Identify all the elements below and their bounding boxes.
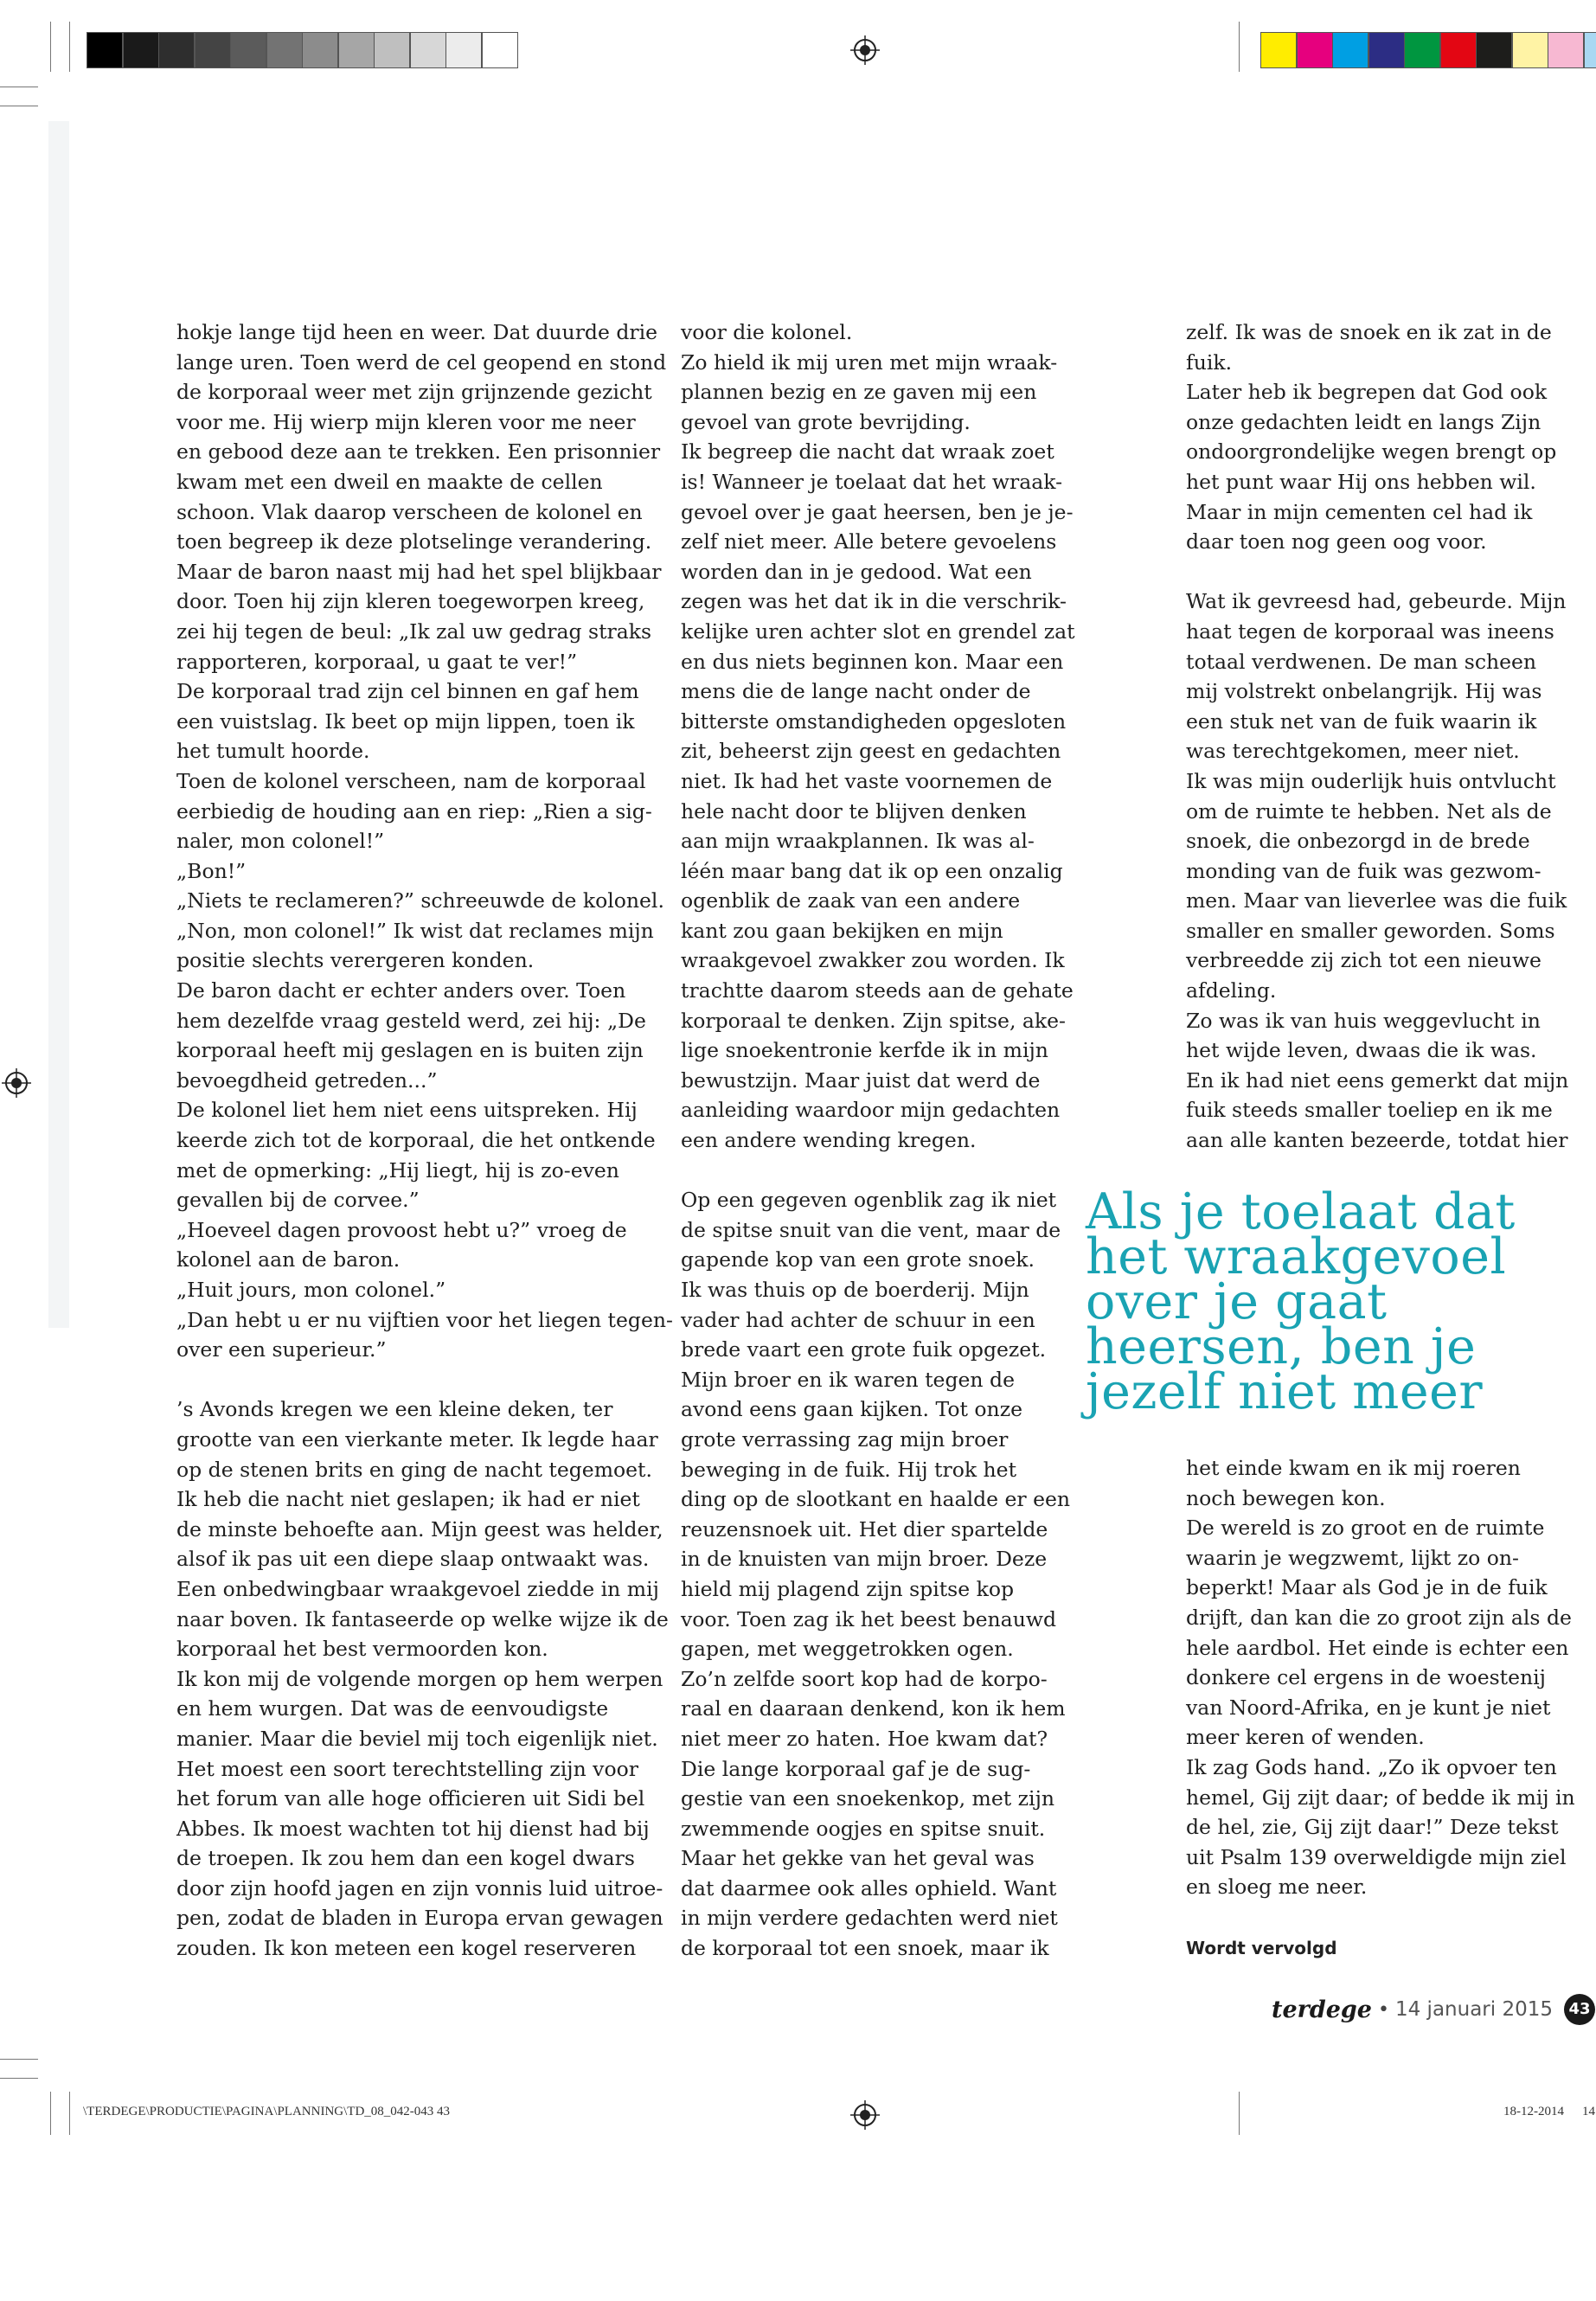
color-swatch	[1298, 33, 1332, 67]
pull-quote-line: het wraakgevoel	[1086, 1228, 1507, 1285]
text-line: meer keren of wenden.	[1186, 1725, 1425, 1750]
text-line: beperkt! Maar als God je in de fuik	[1186, 1575, 1548, 1600]
text-line: Het moest een soort terechtstelling zijn voor	[176, 1756, 638, 1781]
text-line: ding op de slootkant en haalde er een	[681, 1487, 1071, 1512]
text-line: zegen was het dat ik in die verschrik-	[681, 589, 1067, 614]
pull-quote-line: heersen, ben je	[1086, 1318, 1477, 1375]
text-line: trachtte daarom steeds aan de gehate	[681, 978, 1074, 1003]
text-line: Ik was thuis op de boerderij. Mijn	[681, 1278, 1029, 1302]
text-line: gapende kop van een grote snoek.	[681, 1247, 1035, 1272]
text-line: manier. Maar die beviel mij toch eigenlijk niet.	[176, 1726, 658, 1751]
text-line: smaller en smaller geworden. Soms	[1186, 918, 1555, 943]
text-line: de korporaal weer met zijn grijnzende gezicht	[176, 380, 652, 405]
registration-mark-icon	[850, 35, 880, 65]
text-line: lige snoekentronie kerfde ik in mijn	[681, 1038, 1048, 1063]
text-line: Toen de kolonel verscheen, nam de korporaal	[176, 768, 646, 793]
text-line: de spitse snuit van die vent, maar de	[681, 1217, 1061, 1242]
text-line: voor. Toen zag ik het beest benauwd	[681, 1606, 1056, 1631]
color-swatch	[1405, 33, 1439, 67]
text-line: door zijn hoofd jagen en zijn vonnis luid uitroe-	[176, 1875, 663, 1900]
text-line: de troepen. Ik zou hem dan een kogel dwars	[176, 1846, 635, 1871]
crop-mark	[69, 2092, 70, 2135]
margin-strip	[48, 121, 69, 1328]
text-line: zwemmende oogjes en spitse snuit.	[681, 1816, 1046, 1841]
text-line: Een onbedwingbaar wraakgevoel ziedde in mij	[176, 1576, 659, 1601]
text-line: in mijn verdere gedachten werd niet	[681, 1906, 1058, 1931]
text-line: fuik steeds smaller toeliep en ik me	[1186, 1098, 1553, 1123]
crop-mark	[0, 2059, 38, 2060]
text-line: „Bon!”	[176, 858, 247, 883]
text-line: „Huit jours, mon colonel.”	[176, 1278, 446, 1302]
text-line: keerde zich tot de korporaal, die het ontkende	[176, 1128, 656, 1153]
text-line: waarin je wegzwemt, lijkt zo on-	[1186, 1545, 1519, 1570]
text-line: bitterste omstandigheden opgesloten	[681, 708, 1067, 734]
text-line: naar boven. Ik fantaseerde op welke wijze ik de	[176, 1606, 669, 1631]
crop-mark	[1239, 22, 1240, 72]
text-line: aan alle kanten bezeerde, totdat hier	[1186, 1128, 1568, 1153]
text-line: gapen, met weggetrokken ogen.	[681, 1637, 1014, 1662]
text-line: om de ruimte te hebben. Net als de	[1186, 798, 1552, 824]
gray-swatch	[411, 33, 445, 67]
text-line: De kolonel liet hem niet eens uitspreken. Hij	[176, 1098, 638, 1123]
text-line: afdeling.	[1186, 978, 1277, 1003]
gray-swatch	[339, 33, 374, 67]
text-line: het forum van alle hoge officieren uit Sidi bel	[176, 1786, 645, 1811]
article-column-1	[176, 317, 673, 1964]
text-line: het punt waar Hij ons hebben wil.	[1186, 469, 1536, 494]
text-line: hele aardbol. Het einde is echter een	[1186, 1635, 1569, 1660]
text-line: Maar het gekke van het geval was	[681, 1846, 1035, 1871]
text-line: met de opmerking: „Hij liegt, hij is zo-even	[176, 1157, 619, 1183]
text-line: totaal verdwenen. De man scheen	[1186, 649, 1537, 674]
text-line: kwam met een dweil en maakte de cellen	[176, 469, 603, 494]
byline-continued: Wordt vervolgd	[1186, 1938, 1337, 1958]
crop-mark	[50, 22, 51, 72]
text-line: pen, zodat de bladen in Europa ervan gewagen	[176, 1906, 663, 1931]
text-line: een andere wending kregen.	[681, 1128, 977, 1153]
text-line: verbreedde zij zich tot een nieuwe	[1186, 948, 1542, 973]
text-line: en gebood deze aan te trekken. Een prisonnier	[176, 439, 661, 465]
text-line: naler, mon colonel!”	[176, 829, 385, 854]
text-line: De korporaal trad zijn cel binnen en gaf hem	[176, 679, 639, 704]
gray-swatch	[195, 33, 230, 67]
text-line: de korporaal tot een snoek, maar ik	[681, 1936, 1049, 1961]
text-line: over een superieur.”	[176, 1337, 387, 1362]
text-line: het wijde leven, dwaas die ik was.	[1186, 1038, 1537, 1063]
pull-quote-line: over je gaat	[1086, 1273, 1388, 1330]
color-swatch	[1513, 33, 1548, 67]
text-line: Maar in mijn cementen cel had ik	[1186, 499, 1533, 524]
text-line: zit, beheerst zijn geest en gedachten	[681, 739, 1061, 764]
text-line: Mijn broer en ik waren tegen de	[681, 1367, 1015, 1392]
pull-quote-line: jezelf niet meer	[1086, 1363, 1484, 1420]
text-line: plannen bezig en ze gaven mij een	[681, 380, 1037, 405]
footer-separator: •	[1378, 1998, 1389, 2021]
text-line: uit Psalm 139 overweldigde mijn ziel	[1186, 1844, 1567, 1869]
text-line: Die lange korporaal gaf je de sug-	[681, 1756, 1031, 1781]
text-line: „Dan hebt u er nu vijftien voor het liegen tegen-	[176, 1307, 673, 1332]
text-line: donkere cel ergens in de woestenij	[1186, 1665, 1546, 1690]
page-footer	[1272, 1992, 1595, 2027]
article-column-3-bottom	[1186, 1453, 1575, 1902]
text-line: zelf niet meer. Alle betere gevoelens	[681, 529, 1057, 554]
text-line: de minste behoefte aan. Mijn geest was helder,	[176, 1516, 663, 1541]
text-line: beweging in de fuik. Hij trok het	[681, 1457, 1017, 1482]
text-line: avond eens gaan kijken. Tot onze	[681, 1397, 1022, 1422]
paragraph-gap	[681, 1156, 1075, 1186]
text-line: lange uren. Toen werd de cel geopend en stond	[176, 349, 667, 375]
slug-date: 18-12-2014	[1503, 2105, 1564, 2118]
text-line: kelijke uren achter slot en grendel zat	[681, 619, 1075, 644]
text-line: was terechtgekomen, meer niet.	[1186, 739, 1520, 764]
text-line: Ik zag Gods hand. „Zo ik opvoer ten	[1186, 1754, 1557, 1779]
text-line: niet meer zo haten. Hoe kwam dat?	[681, 1726, 1048, 1751]
magazine-name: terdege	[1272, 1996, 1372, 2023]
text-line: alsof ik pas uit een diepe slaap ontwaakt was.	[176, 1547, 650, 1572]
text-line: gevoel over je gaat heersen, ben je je-	[681, 499, 1074, 524]
text-line: in de knuisten van mijn broer. Deze	[681, 1547, 1048, 1572]
text-line: mij volstrekt onbelangrijk. Hij was	[1186, 679, 1542, 704]
file-path-slug: \TERDEGE\PRODUCTIE\PAGINA\PLANNING\TD_08_042-043 43	[83, 2105, 451, 2118]
color-swatch	[1585, 33, 1596, 67]
text-line: kolonel aan de baron.	[176, 1247, 401, 1272]
text-line: Zo was ik van huis weggevlucht in	[1186, 1008, 1541, 1033]
text-line: korporaal het best vermoorden kon.	[176, 1637, 548, 1662]
text-line: door. Toen hij zijn kleren toegeworpen kreeg,	[176, 589, 645, 614]
text-line: „Non, mon colonel!” Ik wist dat reclames mijn	[176, 918, 654, 943]
text-line: hield mij plagend zijn spitse kop	[681, 1576, 1015, 1601]
text-line: vader had achter de schuur in een	[681, 1307, 1035, 1332]
color-swatch	[1441, 33, 1476, 67]
text-line: korporaal heeft mij geslagen en is buiten zijn	[176, 1038, 644, 1063]
text-line: op de stenen brits en ging de nacht tegemoet.	[176, 1457, 652, 1482]
gray-swatch	[124, 33, 158, 67]
issue-date: 14 januari 2015	[1394, 1998, 1553, 2021]
text-line: ’s Avonds kregen we een kleine deken, ter	[176, 1397, 613, 1422]
text-line: Ik was mijn ouderlijk huis ontvlucht	[1186, 768, 1556, 793]
gray-swatch	[87, 33, 122, 67]
registration-mark-icon	[850, 2100, 880, 2130]
text-line: Ik heb die nacht niet geslapen; ik had er niet	[176, 1487, 640, 1512]
pull-quote-line: Als je toelaat dat	[1086, 1183, 1516, 1240]
text-line: Ik kon mij de volgende morgen op hem werpen	[176, 1666, 663, 1691]
text-line: een vuistslag. Ik beet op mijn lippen, toen ik	[176, 708, 635, 734]
text-line: dat daarmee ook alles ophield. Want	[681, 1875, 1057, 1900]
color-swatch	[1333, 33, 1368, 67]
text-line: reuzensnoek uit. Het dier spartelde	[681, 1516, 1048, 1541]
text-line: noch bewegen kon.	[1186, 1485, 1386, 1510]
registration-mark-icon	[1, 0, 30, 29]
text-line: léén maar bang dat ik op een onzalig	[681, 858, 1063, 883]
crop-mark	[0, 2078, 38, 2079]
text-line: toen begreep ik deze plotselinge verandering.	[176, 529, 652, 554]
text-line: gestie van een snoekenkop, met zijn	[681, 1786, 1054, 1811]
text-line: Zo hield ik mij uren met mijn wraak-	[681, 349, 1058, 375]
text-line: raal en daaraan denkend, kon ik hem	[681, 1696, 1066, 1721]
article-column-2	[681, 317, 1075, 1964]
text-line: bevoegdheid getreden...”	[176, 1067, 438, 1093]
text-line: snoek, die onbezorgd in de brede	[1186, 829, 1530, 854]
text-line: aan mijn wraakplannen. Ik was al-	[681, 829, 1035, 854]
text-line: Later heb ik begrepen dat God ook	[1186, 380, 1548, 405]
text-line: de hel, zie, Gij zijt daar!” Deze tekst	[1186, 1815, 1559, 1840]
text-line: en sloeg me neer.	[1186, 1875, 1368, 1900]
text-line: gevallen bij de corvee.”	[176, 1188, 420, 1213]
gray-swatch	[267, 33, 302, 67]
gray-swatch	[159, 33, 194, 67]
text-line: kant zou gaan bekijken en mijn	[681, 918, 1003, 943]
text-line: brede vaart een grote fuik opgezet.	[681, 1337, 1047, 1362]
crop-mark	[50, 2092, 51, 2135]
text-line: Abbes. Ik moest wachten tot hij dienst had bij	[176, 1816, 650, 1841]
text-line: monding van de fuik was gezwom-	[1186, 858, 1542, 883]
text-line: Wat ik gevreesd had, gebeurde. Mijn	[1186, 589, 1567, 614]
text-line: wraakgevoel zwakker zou worden. Ik	[681, 948, 1065, 973]
text-line: worden dan in je gedood. Wat een	[681, 559, 1032, 584]
text-line: hem dezelfde vraag gesteld werd, zei hij: „De	[176, 1008, 646, 1033]
text-line: bewustzijn. Maar juist dat werd de	[681, 1067, 1041, 1093]
text-line: gevoel van grote bevrijding.	[681, 409, 971, 434]
gray-swatch	[446, 33, 481, 67]
color-swatch	[1369, 33, 1404, 67]
text-line: aanleiding waardoor mijn gedachten	[681, 1098, 1061, 1123]
crop-mark	[69, 22, 70, 72]
text-line: zouden. Ik kon meteen een kogel reserveren	[176, 1936, 637, 1961]
text-line: grote verrassing zag mijn broer	[681, 1426, 1009, 1452]
crop-mark	[1239, 2092, 1240, 2135]
text-line: mens die de lange nacht onder de	[681, 679, 1031, 704]
color-swatch	[1261, 33, 1296, 67]
text-line: en dus niets beginnen kon. Maar een	[681, 649, 1064, 674]
gray-swatch	[303, 33, 337, 67]
text-line: De wereld is zo groot en de ruimte	[1186, 1516, 1545, 1541]
text-line: En ik had niet eens gemerkt dat mijn	[1186, 1067, 1569, 1093]
text-line: voor me. Hij wierp mijn kleren voor me neer	[176, 409, 636, 434]
text-line: men. Maar van lieverlee was die fuik	[1186, 888, 1567, 913]
text-line: en hem wurgen. Dat was de eenvoudigste	[176, 1696, 609, 1721]
text-line: Ik begreep die nacht dat wraak zoet	[681, 439, 1054, 465]
text-line: Maar de baron naast mij had het spel blijkbaar	[176, 559, 662, 584]
text-line: positie slechts verergeren konden.	[176, 948, 535, 973]
text-line: een stuk net van de fuik waarin ik	[1186, 708, 1537, 734]
text-line: het tumult hoorde.	[176, 739, 370, 764]
gray-swatch	[483, 33, 517, 67]
text-line: zelf. Ik was de snoek en ik zat in de	[1186, 320, 1552, 344]
text-line: eerbiedig de houding aan en riep: „Rien a sig-	[176, 798, 652, 824]
text-line: het einde kwam en ik mij roeren	[1186, 1456, 1521, 1480]
registration-mark-icon	[2, 1068, 31, 1098]
color-swatch	[1477, 33, 1511, 67]
text-line: Op een gegeven ogenblik zag ik niet	[681, 1188, 1057, 1213]
text-line: De baron dacht er echter anders over. Toen	[176, 978, 626, 1003]
text-line: zei hij tegen de beul: „Ik zal uw gedrag straks	[176, 619, 652, 644]
text-line: rapporteren, korporaal, u gaat te ver!”	[176, 649, 578, 674]
text-line: ogenblik de zaak van een andere	[681, 888, 1021, 913]
text-line: grootte van een vierkante meter. Ik legde haar	[176, 1426, 658, 1452]
text-line: fuik.	[1186, 349, 1233, 375]
text-line: hokje lange tijd heen en weer. Dat duurde drie	[176, 320, 658, 344]
text-line: drijft, dan kan die zo groot zijn als de	[1186, 1605, 1572, 1630]
gray-swatch	[375, 33, 409, 67]
text-line: haat tegen de korporaal was ineens	[1186, 619, 1554, 644]
text-line: is! Wanneer je toelaat dat het wraak-	[681, 469, 1063, 494]
text-line: hemel, Gij zijt daar; of bedde ik mij in	[1186, 1785, 1575, 1810]
gray-swatch	[231, 33, 266, 67]
text-line: Zo’n zelfde soort kop had de korpo-	[681, 1666, 1048, 1691]
text-line: „Hoeveel dagen provoost hebt u?” vroeg de	[176, 1217, 627, 1242]
page-number-badge: 43	[1564, 1994, 1595, 2025]
text-line: ondoorgrondelijke wegen brengt op	[1186, 439, 1557, 465]
text-line: schoon. Vlak daarop verscheen de kolonel en	[176, 499, 643, 524]
paragraph-gap	[1186, 557, 1568, 587]
text-line: voor die kolonel.	[681, 320, 853, 344]
text-line: „Niets te reclameren?” schreeuwde de kolonel.	[176, 888, 664, 913]
text-line: van Noord-Afrika, en je kunt je niet	[1186, 1695, 1551, 1720]
article-column-3-top	[1186, 317, 1568, 1156]
slug-time: 14	[1582, 2105, 1595, 2118]
pull-quote	[1086, 1183, 1516, 1420]
paragraph-gap	[176, 1365, 673, 1395]
text-line: daar toen nog geen oog voor.	[1186, 529, 1487, 554]
text-line: onze gedachten leidt en langs Zijn	[1186, 409, 1542, 434]
text-line: niet. Ik had het vaste voornemen de	[681, 768, 1053, 793]
text-line: hele nacht door te blijven denken	[681, 798, 1027, 824]
color-swatch	[1548, 33, 1583, 67]
text-line: korporaal te denken. Zijn spitse, ake-	[681, 1008, 1066, 1033]
